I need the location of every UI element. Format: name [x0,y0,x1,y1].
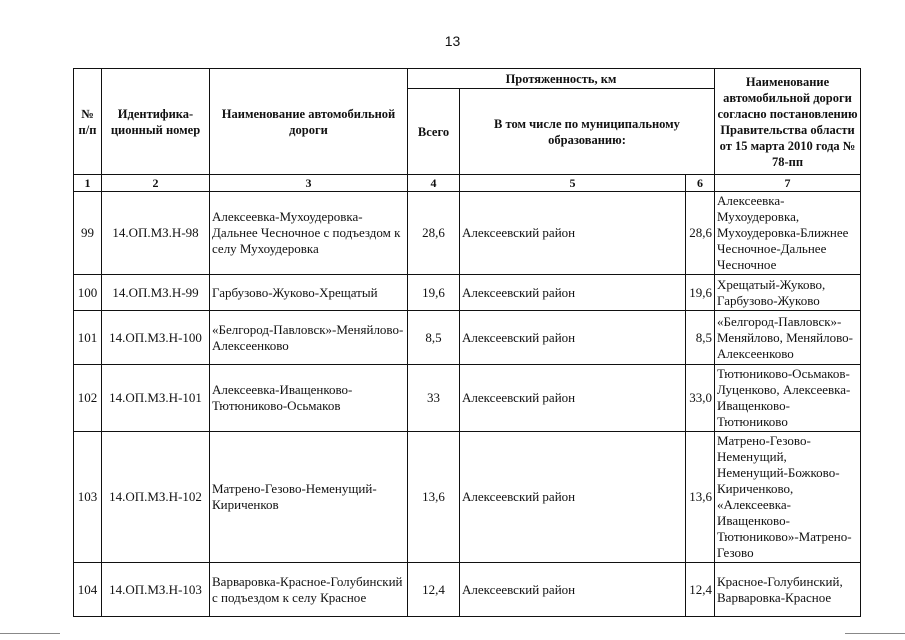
row-decree-name: Красное-Голубинский, Варваровка-Красное [715,563,861,617]
row-municipality: Алексеевский район [460,365,686,432]
row-num: 104 [74,563,102,617]
row-decree-name: «Белгород-Павловск»-Меняйлово, Меняйлово-Алексеенково [715,311,861,365]
header-col-num: № п/п [74,69,102,175]
header-length-group: Протяженность, км [408,69,715,89]
row-municipal-length: 12,4 [686,563,715,617]
row-num: 100 [74,275,102,311]
row-total-length: 8,5 [408,311,460,365]
row-decree-name: Хрещатый-Жуково, Гарбузово-Жуково [715,275,861,311]
row-num: 101 [74,311,102,365]
row-id: 14.ОП.МЗ.Н-98 [102,192,210,275]
row-id: 14.ОП.МЗ.Н-100 [102,311,210,365]
row-id: 14.ОП.МЗ.Н-102 [102,432,210,563]
column-number: 2 [102,175,210,192]
row-total-length: 19,6 [408,275,460,311]
column-number: 1 [74,175,102,192]
table-row [74,432,861,563]
row-road-name: «Белгород-Павловск»-Меняйлово-Алексеенково [210,311,408,365]
row-road-name: Алексеевка-Иващенково-Тютюниково-Осьмаков [210,365,408,432]
row-municipality: Алексеевский район [460,311,686,365]
header-col-id: Идентифика- ционный номер [102,69,210,175]
row-id: 14.ОП.МЗ.Н-101 [102,365,210,432]
row-total-length: 12,4 [408,563,460,617]
table-row [74,311,861,365]
table-row [74,275,861,311]
row-decree-name: Алексеевка-Мухоудеровка, Мухоудеровка-Ближнее Чесночное-Дальнее Чесночное [715,192,861,275]
row-total-length: 28,6 [408,192,460,275]
table-row [74,192,861,275]
row-road-name: Алексеевка-Мухоудеровка-Дальнее Чесночное с подъездом к селу Мухоудеровка [210,192,408,275]
row-municipality: Алексеевский район [460,563,686,617]
column-number: 5 [460,175,686,192]
row-road-name: Гарбузово-Жуково-Хрещатый [210,275,408,311]
row-num: 99 [74,192,102,275]
row-decree-name: Матрено-Гезово-Неменущий, Неменущий-Божково-Кириченково, «Алексеевка-Иващенково-Тютюниково»-Матрено-Гезово [715,432,861,563]
scan-edge-line [845,633,905,634]
row-municipal-length: 33,0 [686,365,715,432]
column-numbering-row [74,175,861,192]
header-col-total: Всего [408,89,460,175]
column-number: 4 [408,175,460,192]
row-num: 102 [74,365,102,432]
page-number: 13 [444,33,461,49]
row-road-name: Матрено-Гезово-Неменущий-Кириченков [210,432,408,563]
row-municipal-length: 8,5 [686,311,715,365]
header-col-name: Наименование автомобильной дороги [210,69,408,175]
header-col-municipal: В том числе по муниципальному образованию: [460,89,715,175]
row-id: 14.ОП.МЗ.Н-99 [102,275,210,311]
row-municipal-length: 28,6 [686,192,715,275]
row-id: 14.ОП.МЗ.Н-103 [102,563,210,617]
roads-table [73,68,861,617]
column-number: 6 [686,175,715,192]
row-municipal-length: 19,6 [686,275,715,311]
row-municipality: Алексеевский район [460,192,686,275]
row-num: 103 [74,432,102,563]
scan-edge-line [0,633,60,634]
row-road-name: Варваровка-Красное-Голубинский с подъездом к селу Красное [210,563,408,617]
row-municipal-length: 13,6 [686,432,715,563]
row-municipality: Алексеевский район [460,432,686,563]
row-municipality: Алексеевский район [460,275,686,311]
column-number: 7 [715,175,861,192]
table-row [74,365,861,432]
row-total-length: 13,6 [408,432,460,563]
column-number: 3 [210,175,408,192]
row-total-length: 33 [408,365,460,432]
table-row [74,563,861,617]
header-col-decree: Наименование автомобильной дороги согласно постановлению Правительства области от 15 марта 2010 года № 78-пп [715,69,861,175]
row-decree-name: Тютюниково-Осьмаков-Луценково, Алексеевка-Иващенково-Тютюниково [715,365,861,432]
